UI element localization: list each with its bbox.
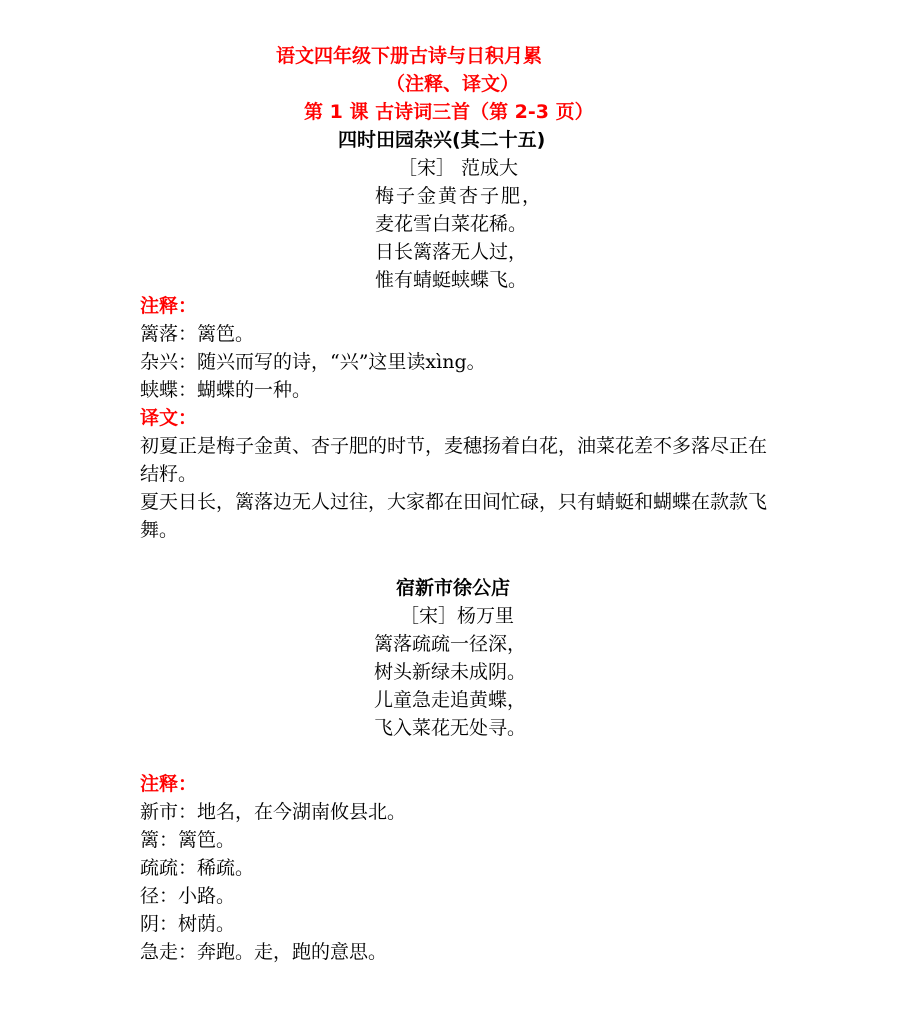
poem1-line-2: 麦花雪白菜花稀。 (375, 213, 528, 235)
doc-subtitle: （注释、译文） (386, 73, 520, 95)
poem2-line-1: 篱落疏疏一径深， (374, 633, 527, 655)
poem2-note-5: 阴：树荫。 (140, 913, 236, 935)
poem1-note-2: 杂兴：随兴而写的诗，“兴”这里读xìng。 (140, 351, 486, 373)
lesson-title: 第 1 课 古诗词三首（第 2-3 页） (304, 101, 594, 123)
poem2-line-3: 儿童急走追黄蝶， (374, 689, 527, 711)
poem1-line-4: 惟有蜻蜓蛱蝶飞。 (375, 269, 528, 291)
poem2-line-2: 树头新绿未成阴。 (374, 661, 527, 683)
poem1-note-1: 篱落：篱笆。 (140, 323, 255, 345)
poem2-note-6: 急走：奔跑。走，跑的意思。 (140, 941, 388, 963)
poem1-translation-label: 译文： (140, 407, 198, 429)
poem1-translation-1: 初夏正是梅子金黄、杏子肥的时节，麦穗扬着白花，油菜花差不多落尽正在结籽。 (140, 435, 768, 485)
poem1-title: 四时田园杂兴(其二十五) (338, 129, 546, 151)
doc-title: 语文四年级下册古诗与日积月累 (276, 45, 543, 67)
poem2-note-2: 篱：篱笆。 (140, 829, 236, 851)
poem1-notes-label: 注释： (140, 295, 198, 317)
poem2-note-4: 径：小路。 (140, 885, 236, 907)
poem2-note-1: 新市：地名，在今湖南攸县北。 (140, 801, 407, 823)
poem2-title: 宿新市徐公店 (396, 577, 511, 599)
poem1-note-3: 蛱蝶：蝴蝶的一种。 (140, 379, 312, 401)
poem1-line-1: 梅子金黄杏子肥， (375, 185, 544, 207)
poem2-line-4: 飞入菜花无处寻。 (374, 717, 527, 739)
poem2-notes-label: 注释： (140, 773, 198, 795)
poem1-line-3: 日长篱落无人过， (375, 241, 528, 263)
poem1-translation-2: 夏天日长，篱落边无人过往，大家都在田间忙碌，只有蜻蜓和蝴蝶在款款飞舞。 (140, 491, 768, 541)
poem2-note-3: 疏疏：稀疏。 (140, 857, 255, 879)
poem2-author: ［宋］杨万里 (400, 605, 515, 627)
poem1-author: ［宋］ 范成大 (398, 157, 519, 179)
